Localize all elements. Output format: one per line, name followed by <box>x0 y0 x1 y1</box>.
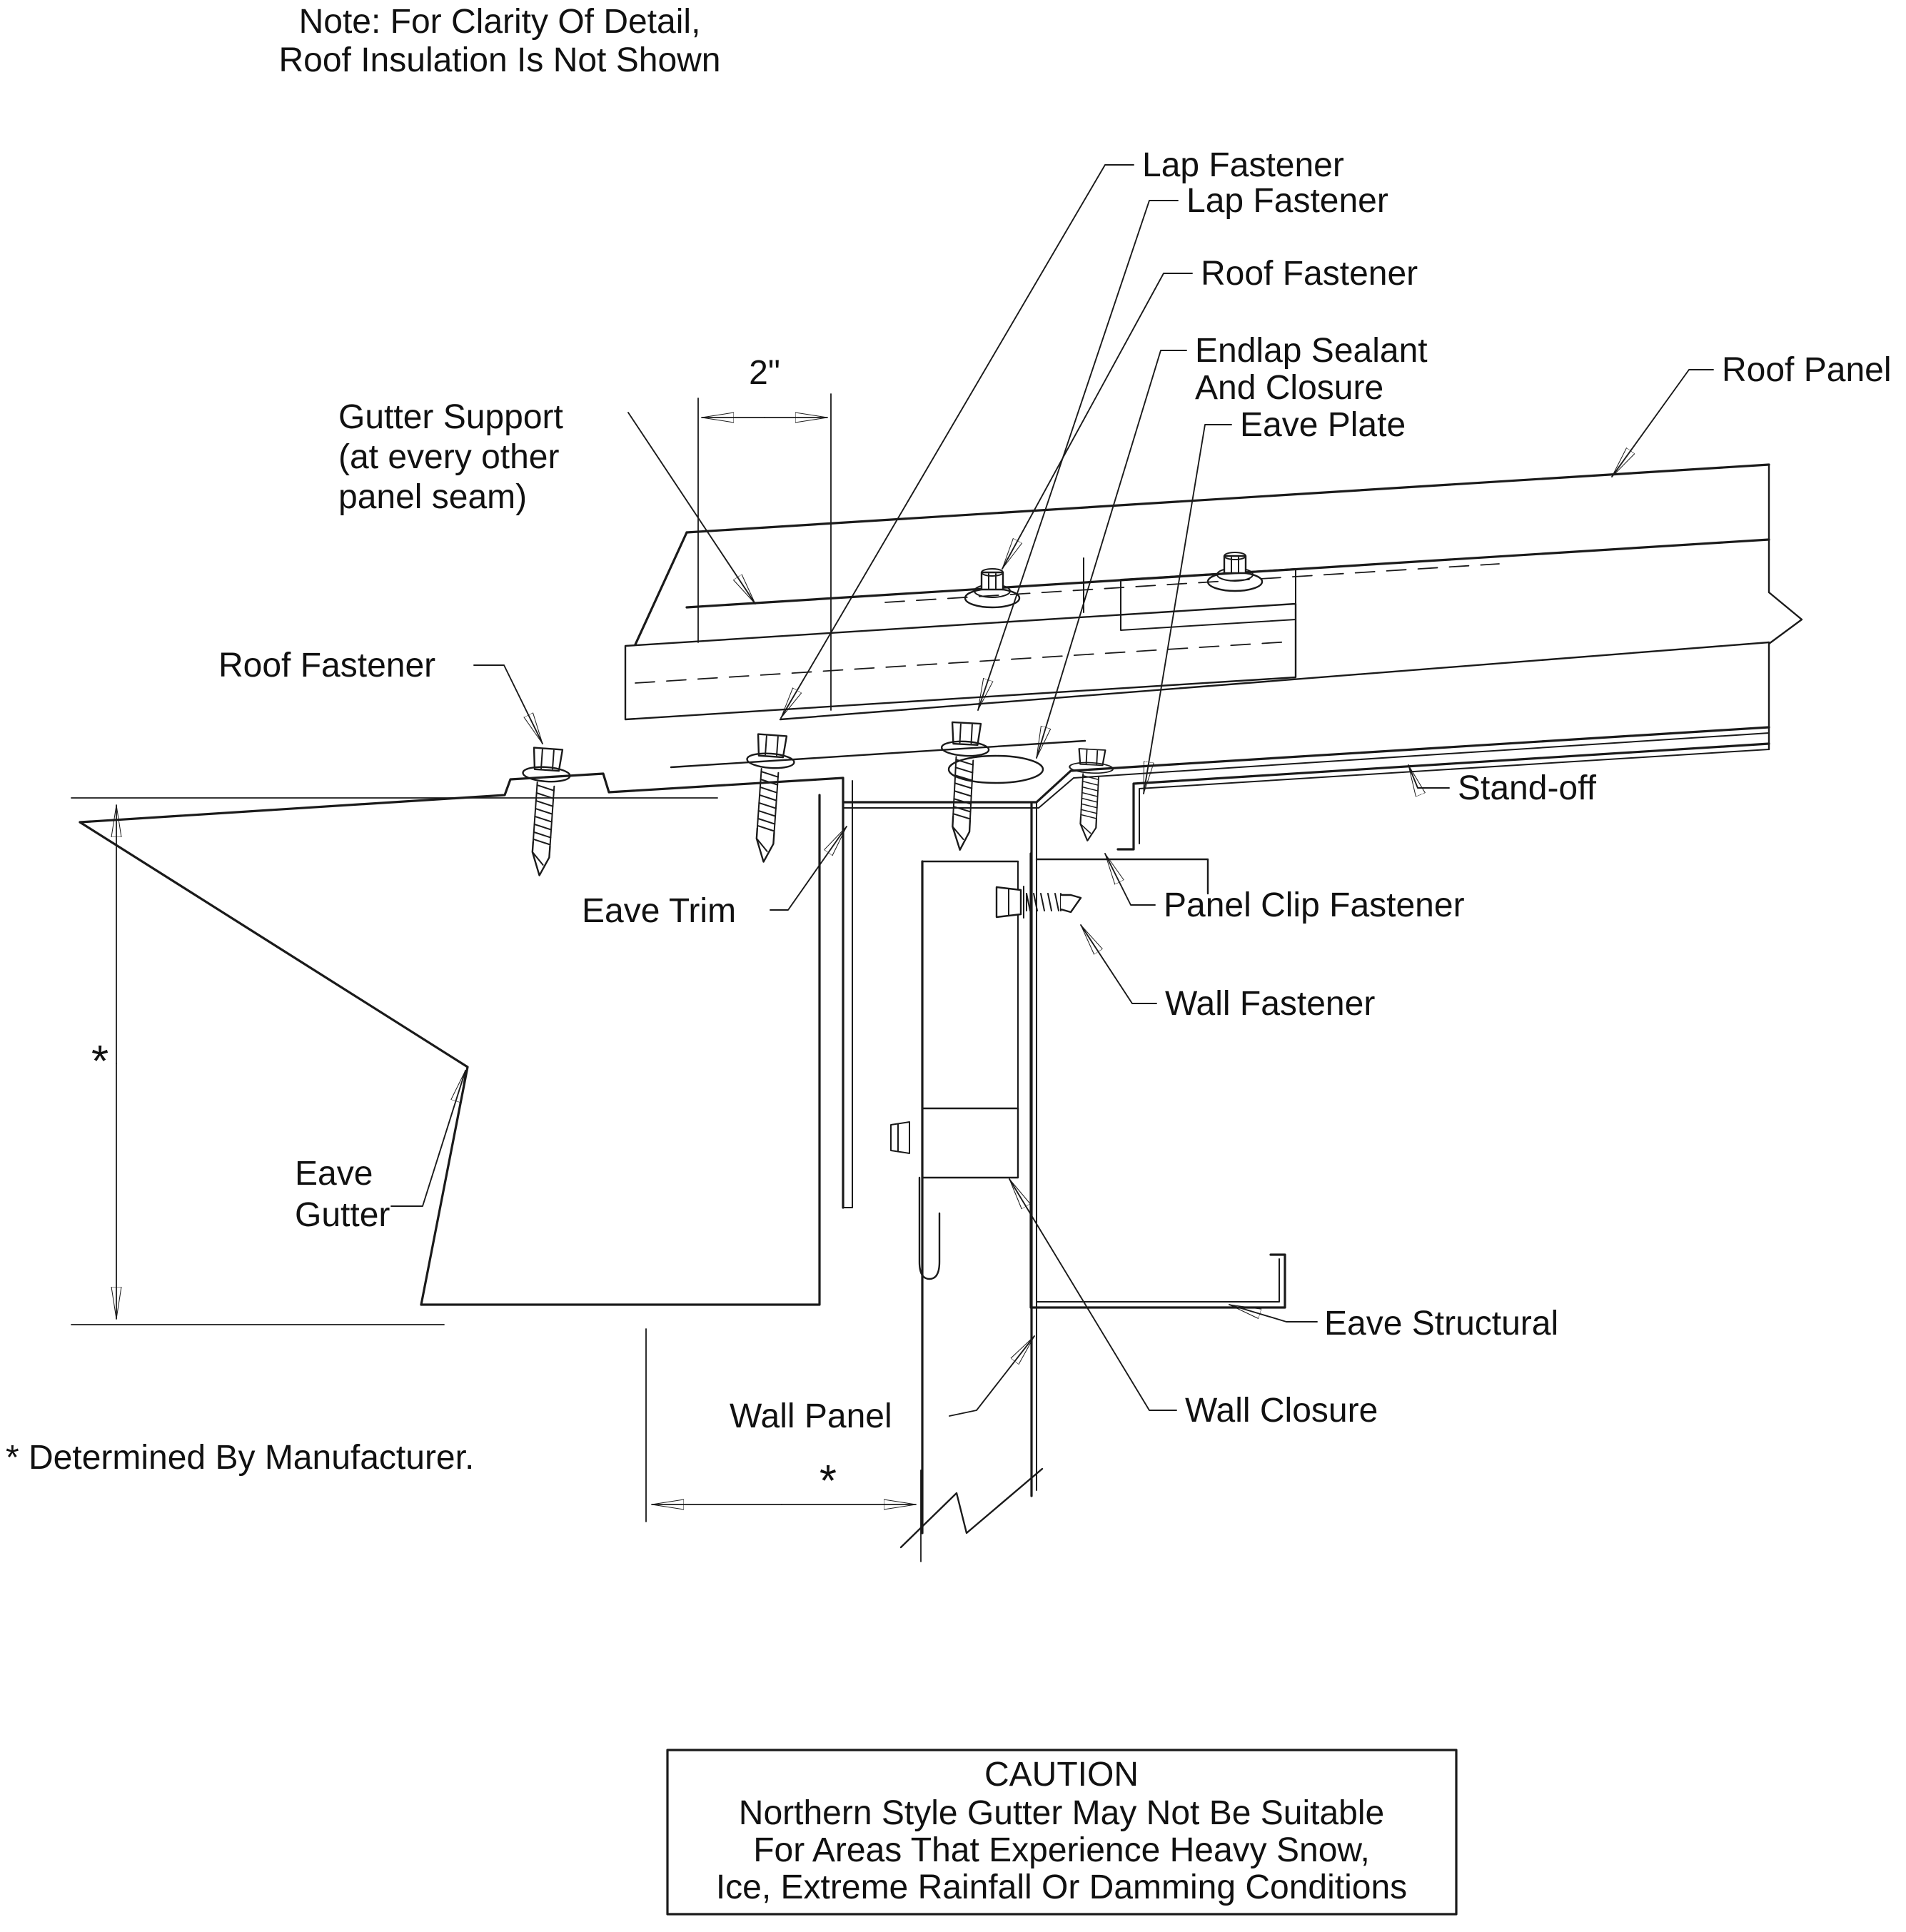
lap-fastener-screw <box>740 734 796 864</box>
wall-width-star: * <box>819 1457 837 1506</box>
eave-gutter-profile <box>80 795 820 1305</box>
roof-panel-lines <box>635 465 1802 749</box>
leader-wall-closure <box>1009 1179 1176 1410</box>
lap-fastener-label-2: Lap Fastener <box>1186 182 1388 220</box>
leader-lap-fastener-1 <box>781 165 1134 718</box>
caution-line4: Ice, Extreme Rainfall Or Damming Conditions <box>715 1868 1408 1906</box>
leader-wall-fastener <box>1081 925 1156 1003</box>
roof-panel-label: Roof Panel <box>1722 351 1892 389</box>
leader-eave-trim <box>770 826 847 910</box>
endlap-sealant-label-line1: Endlap Sealant <box>1195 332 1428 370</box>
roof-fastener-screw-left <box>516 747 572 877</box>
lap-dimension-label: 2" <box>749 354 780 392</box>
roof-fastener-left-label: Roof Fastener <box>218 647 436 684</box>
break-line <box>1769 465 1802 749</box>
wall-fastener-label: Wall Fastener <box>1165 985 1376 1023</box>
gutter-support-strap <box>625 558 1499 719</box>
caution-line2: Northern Style Gutter May Not Be Suitable <box>738 1794 1385 1832</box>
eave-trim-profile <box>80 774 852 1208</box>
stand-off-profile <box>1118 744 1769 849</box>
closure-fastener-head <box>891 1122 909 1153</box>
wall-fastener-screw <box>997 886 1081 918</box>
leader-roof-fastener-upper <box>1002 273 1192 569</box>
wall-panel-label: Wall Panel <box>730 1397 892 1435</box>
wall-width-dimension <box>646 1329 921 1562</box>
eave-plate-profile <box>843 727 1769 808</box>
eave-trim-label: Eave Trim <box>582 892 737 930</box>
eave-plate-label: Eave Plate <box>1240 406 1406 444</box>
gutter-height-star: * <box>91 1037 109 1086</box>
lap-fastener-label-1: Lap Fastener <box>1142 146 1344 184</box>
leader-stand-off <box>1408 765 1449 788</box>
lap-dimension-2in <box>698 394 831 710</box>
stand-off-label: Stand-off <box>1458 769 1596 807</box>
gutter-support-label-line3: panel seam) <box>338 478 528 516</box>
leader-lap-fastener-2 <box>978 201 1178 710</box>
eave-gutter-label-line2: Gutter <box>295 1196 390 1234</box>
note-line1: Note: For Clarity Of Detail, <box>298 3 701 41</box>
leader-roof-fastener-left <box>474 665 543 744</box>
caution-title: CAUTION <box>984 1756 1139 1794</box>
wall-closure-label: Wall Closure <box>1185 1392 1378 1430</box>
lap-trim-edge <box>671 741 1085 767</box>
roof-fastener-upper-label: Roof Fastener <box>1201 255 1418 293</box>
gutter-support-label-line1: Gutter Support <box>338 398 563 436</box>
leader-gutter-support <box>628 413 755 604</box>
gutter-support-label-line2: (at every other <box>338 438 560 476</box>
leader-roof-panel <box>1612 370 1713 477</box>
leader-wall-panel <box>949 1336 1034 1416</box>
panel-clip-fastener-label: Panel Clip Fastener <box>1164 886 1465 924</box>
eave-gutter-label-line1: Eave <box>295 1155 373 1193</box>
leader-panel-clip-fastener <box>1105 854 1155 905</box>
determined-by-manufacturer-note: * Determined By Manufacturer. <box>6 1439 475 1477</box>
note-line2: Roof Insulation Is Not Shown <box>278 41 721 79</box>
caution-box <box>667 1750 1456 1914</box>
wall-closure-block <box>891 1108 1018 1279</box>
roof-fastener-screw-endlap <box>937 722 990 851</box>
caution-line3: For Areas That Experience Heavy Snow, <box>753 1831 1370 1869</box>
eave-structural-label: Eave Structural <box>1324 1305 1559 1342</box>
endlap-sealant-label-line2: And Closure <box>1195 369 1384 407</box>
panel-clip-fastener-screw <box>1066 748 1114 841</box>
